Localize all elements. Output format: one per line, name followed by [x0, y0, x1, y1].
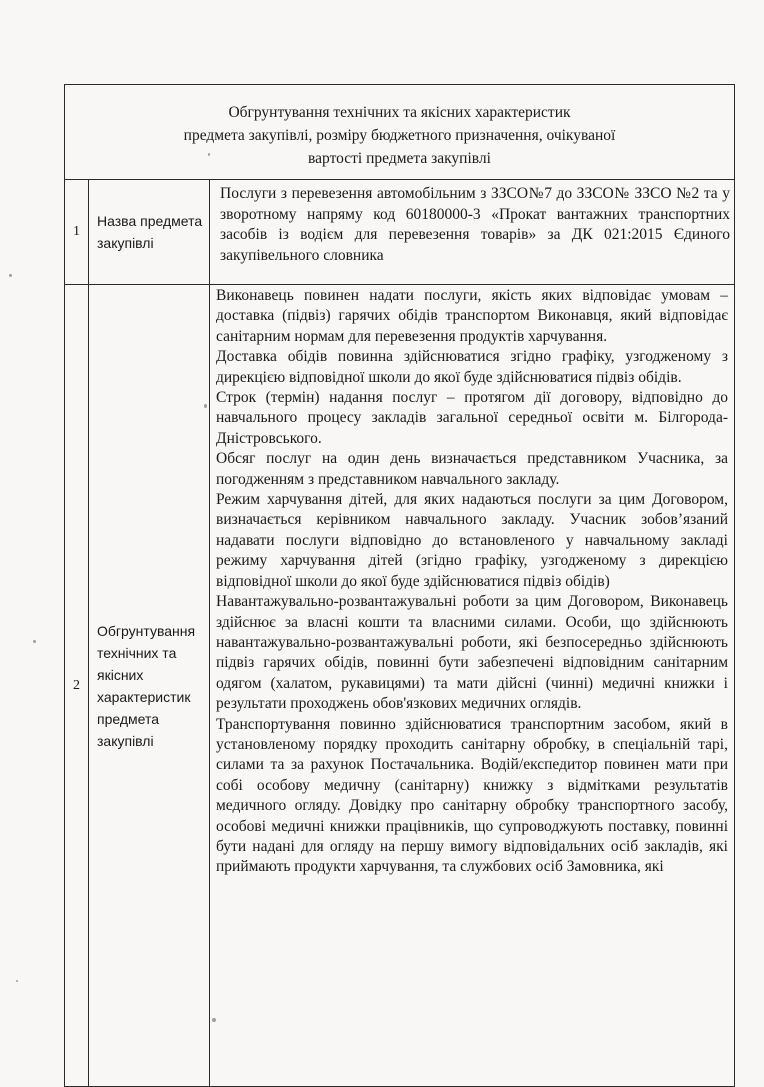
specification-table [64, 84, 735, 1087]
row-content [210, 285, 735, 1087]
paragraph: Навантажувально-розвантажувальні роботи за цим Договором, Виконавець здійснює за власні кошти та власними силами. Особи, що здійснюють навантажувально-розвантажувальні роботи, які безпосередньо здійснюють підвіз гарячих обідів, повинні бути забезпечені відповідним санітарним одягом (халатом, рукавицями) та мати дійсні (чинні) медичні книжки і результати проходжень обов'язкових медичних оглядів. [216, 593, 728, 713]
title-line: Обгрунтування технічних та якісних характеристик [228, 103, 571, 121]
row-number: 2 [65, 285, 89, 1087]
scan-speck [16, 980, 18, 982]
paragraph: Доставка обідів повинна здійснюватися згідно графіку, узгодженому з дирекцією відповідної школи до якої буде здійснюватися підвіз обідів. [216, 348, 728, 386]
procurement-name: Послуги з перевезення автомобільним з ЗЗСО№7 до ЗЗСО№ ЗЗСО №2 та у зворотному напряму код 60180000-3 «Прокат вантажних транспортних засобів із водієм для перевезення товарів» за ДК 021:2015 Єдиного закупівельного словника [220, 185, 730, 264]
table-title [65, 85, 735, 180]
scan-speck [33, 640, 36, 643]
paragraph: Транспортування повинно здійснюватися транспортним засобом, який в установленому порядку проходить санітарну обробку, в спеціальній тарі, силами та за рахунок Постачальника. Водій/експедитор повинен мати при собі особову медичну (санітарну) книжку з відмітками результатів медичного огляду. Довідку про санітарну обробку транспортного засобу, особові медичні книжки працівників, що супроводжують поставку, повинні бути надані для огляду на першу вимогу відповідальних осіб закладів, які приймають продукти харчування, та службових осіб Замовника, які [216, 715, 728, 876]
table-row [65, 285, 735, 1087]
paragraph: Виконавець повинен надати послуги, якість яких відповідає умовам – доставка (підвіз) гарячих обідів транспортом Виконавця, який відповідає санітарним нормам для перевезення продуктів харчування. [216, 287, 728, 345]
row-label: Назва предмета закупівлі [89, 180, 210, 285]
table-header-row [65, 85, 735, 180]
row-number: 1 [65, 180, 89, 285]
row-label: Обгрунтування технічних та якісних характеристик предмета закупівлі [89, 285, 210, 1087]
scan-speck [9, 274, 12, 277]
row-content [210, 180, 735, 285]
title-line: предмета закупівлі, розміру бюджетного призначення, очікуваної [183, 126, 616, 144]
paragraph: Строк (термін) надання послуг – протягом дії договору, відповідно до навчального процесу закладів загальної середньої освіти м. Білгорода-Дністровського. [216, 389, 728, 447]
paragraph: Режим харчування дітей, для яких надаються послуги за цим Договором, визначається керівником навчального закладу. Учасник зобов’язаний надавати послуги відповідно до встановленого у навчальному закладі режиму харчування дітей (згідно графіку, узгодженому з дирекцією відповідної школи до якої буде здійснюватися підвіз обідів) [216, 491, 728, 590]
paragraph: Обсяг послуг на один день визначається представником Учасника, за погодженням з представником навчального закладу. [216, 450, 728, 488]
title-line: вартості предмета закупівлі [308, 149, 491, 167]
table-row [65, 180, 735, 285]
